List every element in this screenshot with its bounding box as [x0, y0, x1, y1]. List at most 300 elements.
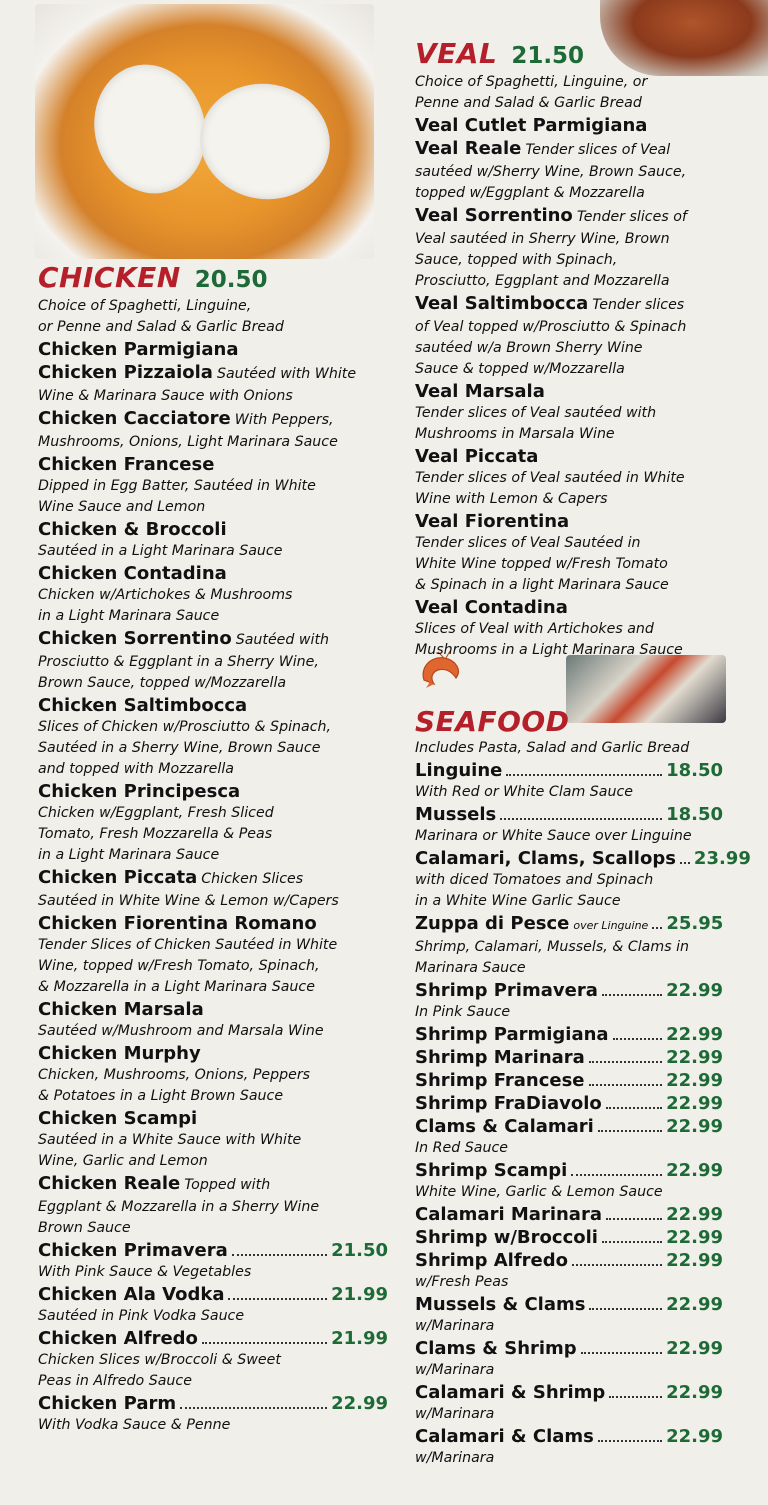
menu-item	[415, 1249, 723, 1293]
right-column	[415, 38, 760, 1469]
item-price: 18.50	[666, 804, 723, 825]
item-inline-desc: Sautéed with White	[216, 366, 357, 382]
dot-leader	[202, 1342, 327, 1344]
item-line	[415, 1249, 723, 1272]
item-description	[415, 619, 760, 661]
description-line: & Spinach in a light Marinara Sauce	[415, 577, 669, 593]
description-line: in a Light Marinara Sauce	[38, 847, 220, 863]
item-description	[415, 1448, 723, 1469]
item-description	[38, 1262, 388, 1283]
description-line: Veal sautéed in Sherry Wine, Brown	[415, 231, 670, 247]
item-description	[38, 652, 388, 694]
item-name: Veal Cutlet Parmigiana	[415, 115, 648, 136]
section-price: 20.50	[194, 267, 268, 293]
description-line: Slices of Veal with Artichokes and	[415, 621, 654, 637]
item-description	[415, 1002, 723, 1023]
description-line: & Potatoes in a Light Brown Sauce	[38, 1088, 284, 1104]
item-name: Chicken Scampi	[38, 1108, 198, 1129]
item-line	[38, 1172, 388, 1197]
item-line	[38, 562, 388, 585]
veal-section	[415, 38, 760, 661]
item-description	[38, 585, 388, 627]
description-line: With Pink Sauce & Vegetables	[38, 1264, 252, 1280]
description-line: With Vodka Sauce & Penne	[38, 1417, 231, 1433]
menu-item	[415, 1046, 723, 1069]
description-line: Wine & Marinara Sauce with Onions	[38, 388, 293, 404]
item-name: Veal Sorrentino	[415, 205, 573, 226]
menu-item	[415, 979, 723, 1023]
item-line	[415, 1293, 723, 1316]
item-description	[415, 162, 760, 204]
item-line	[415, 596, 760, 619]
description-line: Sautéed in White Wine & Lemon w/Capers	[38, 893, 339, 909]
description-line: Sauce & topped w/Mozzarella	[415, 361, 625, 377]
description-line: Mushrooms, Onions, Light Marinara Sauce	[38, 434, 338, 450]
item-description	[38, 541, 388, 562]
item-description	[38, 1197, 388, 1239]
item-name: Chicken Primavera	[38, 1240, 228, 1261]
description-line: Chicken w/Artichokes & Mushrooms	[38, 587, 293, 603]
item-line	[38, 407, 388, 432]
dot-leader	[228, 1298, 327, 1300]
description-line: Slices of Chicken w/Prosciutto & Spinach,	[38, 719, 331, 735]
item-description	[38, 1350, 388, 1392]
menu-item	[38, 407, 388, 453]
item-line	[415, 1115, 723, 1138]
menu-item	[415, 1092, 723, 1115]
description-line: Wine, topped w/Fresh Tomato, Spinach,	[38, 958, 320, 974]
item-price: 22.99	[666, 1116, 723, 1137]
item-line	[415, 1023, 723, 1046]
item-description	[415, 826, 723, 847]
item-line	[415, 204, 760, 229]
menu-item	[38, 518, 388, 562]
item-line	[415, 979, 723, 1002]
item-name: Chicken Murphy	[38, 1043, 201, 1064]
menu-item	[38, 1172, 388, 1239]
item-name: Calamari, Clams, Scallops	[415, 848, 676, 869]
description-line: Chicken, Mushrooms, Onions, Peppers	[38, 1067, 311, 1083]
item-line	[38, 780, 388, 803]
item-name: Veal Marsala	[415, 381, 545, 402]
item-line	[38, 1327, 388, 1350]
item-description	[415, 782, 723, 803]
item-name: Shrimp Parmigiana	[415, 1024, 609, 1045]
item-line	[415, 1226, 723, 1249]
item-name: Linguine	[415, 760, 503, 781]
menu-item	[415, 803, 723, 847]
item-name: Veal Reale	[415, 138, 522, 159]
dot-leader	[506, 774, 662, 776]
item-line	[38, 998, 388, 1021]
item-price: 18.50	[666, 760, 723, 781]
item-line	[415, 1203, 723, 1226]
item-description	[415, 468, 760, 510]
item-line	[38, 518, 388, 541]
dot-leader	[589, 1061, 662, 1063]
chicken-item-list	[38, 338, 388, 1436]
menu-item	[38, 1283, 388, 1327]
description-line: w/Marinara	[415, 1362, 495, 1378]
dot-leader	[589, 1084, 663, 1086]
description-line: w/Fresh Peas	[415, 1274, 509, 1290]
description-line: Sauce, topped with Spinach,	[415, 252, 618, 268]
item-description	[415, 229, 760, 292]
item-line	[415, 1425, 723, 1448]
subtitle-line: Choice of Spaghetti, Linguine,	[38, 298, 252, 314]
item-name: Shrimp Marinara	[415, 1047, 585, 1068]
item-name: Calamari Marinara	[415, 1204, 602, 1225]
description-line: Sautéed in a White Sauce with White	[38, 1132, 302, 1148]
item-line	[415, 803, 723, 826]
dot-leader	[680, 862, 690, 864]
item-price: 22.99	[666, 980, 723, 1001]
description-line: Dipped in Egg Batter, Sautéed in White	[38, 478, 316, 494]
menu-item	[415, 1425, 723, 1469]
item-inline-desc: Tender slices of	[576, 209, 687, 225]
menu-item	[38, 998, 388, 1042]
item-price: 22.99	[331, 1393, 388, 1414]
description-line: sautéed w/a Brown Sherry Wine	[415, 340, 643, 356]
dot-leader	[589, 1308, 662, 1310]
item-name: Calamari & Shrimp	[415, 1382, 606, 1403]
item-name: Chicken Francese	[38, 454, 215, 475]
item-name: Chicken Principesca	[38, 781, 241, 802]
item-line	[38, 1392, 388, 1415]
item-name: Chicken Piccata	[38, 867, 198, 888]
item-price: 22.99	[666, 1250, 723, 1271]
menu-item	[415, 847, 751, 912]
menu-item	[415, 912, 723, 979]
item-name: Shrimp w/Broccoli	[415, 1227, 598, 1248]
item-inline-desc: Chicken Slices	[201, 871, 304, 887]
description-line: In Red Sauce	[415, 1140, 509, 1156]
item-line	[415, 1381, 723, 1404]
item-line	[38, 627, 388, 652]
menu-item	[38, 453, 388, 518]
menu-item	[415, 445, 760, 510]
item-line	[38, 1239, 388, 1262]
description-line: Wine Sauce and Lemon	[38, 499, 206, 515]
description-line: Sautéed in a Sherry Wine, Brown Sauce	[38, 740, 321, 756]
menu-item	[38, 1107, 388, 1172]
section-subtitle	[415, 738, 723, 759]
item-description	[415, 937, 723, 979]
item-line	[415, 510, 760, 533]
description-line: w/Marinara	[415, 1406, 495, 1422]
description-line: Tender slices of Veal sautéed in White	[415, 470, 685, 486]
menu-item	[415, 380, 760, 445]
item-description	[415, 403, 760, 445]
dot-leader	[606, 1218, 662, 1220]
menu-item	[415, 1203, 723, 1226]
dot-leader	[572, 1264, 662, 1266]
item-name: Chicken Parm	[38, 1393, 177, 1414]
description-line: Chicken Slices w/Broccoli & Sweet	[38, 1352, 281, 1368]
item-price: 22.99	[666, 1338, 723, 1359]
description-line: Prosciutto, Eggplant and Mozzarella	[415, 273, 670, 289]
description-line: In Pink Sauce	[415, 1004, 511, 1020]
menu-item	[415, 292, 760, 380]
item-name: Chicken Fiorentina Romano	[38, 913, 317, 934]
menu-item	[415, 596, 760, 661]
item-description	[38, 803, 388, 866]
description-line: Prosciutto & Eggplant in a Sherry Wine,	[38, 654, 319, 670]
item-description	[415, 1360, 723, 1381]
seafood-item-list	[415, 759, 751, 1469]
item-description	[38, 717, 388, 780]
veal-header	[415, 38, 760, 72]
item-description	[38, 1306, 388, 1327]
item-price: 22.99	[666, 1382, 723, 1403]
item-price: 21.99	[331, 1328, 388, 1349]
description-line: Sautéed in a Light Marinara Sauce	[38, 543, 283, 559]
dot-leader	[180, 1407, 327, 1409]
item-price: 22.99	[666, 1093, 723, 1114]
description-line: Brown Sauce	[38, 1220, 131, 1236]
item-description	[415, 1138, 723, 1159]
description-line: w/Marinara	[415, 1450, 495, 1466]
item-inline-desc: Sautéed with	[235, 632, 330, 648]
item-line	[38, 453, 388, 476]
item-name: Chicken Cacciatore	[38, 408, 231, 429]
item-price: 25.95	[666, 913, 724, 934]
item-inline-desc: Tender slices	[592, 297, 685, 313]
menu-item	[38, 780, 388, 866]
item-line	[415, 445, 760, 468]
item-description	[415, 1182, 723, 1203]
item-name: Shrimp Scampi	[415, 1160, 568, 1181]
chicken-dish-photo	[35, 4, 374, 259]
item-line	[415, 292, 760, 317]
item-line	[415, 1069, 723, 1092]
description-line: with diced Tomatoes and Spinach	[415, 872, 654, 888]
description-line: w/Marinara	[415, 1318, 495, 1334]
description-line: Tender slices of Veal Sautéed in	[415, 535, 641, 551]
item-description	[38, 1021, 388, 1042]
seafood-section	[415, 705, 751, 1469]
item-price: 22.99	[666, 1024, 723, 1045]
dot-leader	[232, 1254, 327, 1256]
item-name: Veal Contadina	[415, 597, 568, 618]
menu-item	[38, 338, 388, 361]
dot-leader	[602, 1241, 662, 1243]
item-line	[415, 1159, 723, 1182]
subtitle-line: or Penne and Salad & Garlic Bread	[38, 319, 284, 335]
item-name: Shrimp FraDiavolo	[415, 1093, 602, 1114]
item-line	[38, 866, 388, 891]
item-line	[415, 1337, 723, 1360]
menu-item	[415, 137, 760, 204]
subtitle-line: Choice of Spaghetti, Linguine, or	[415, 74, 648, 90]
item-line	[38, 338, 388, 361]
dot-leader	[613, 1038, 663, 1040]
description-line: Tender Slices of Chicken Sautéed in White	[38, 937, 338, 953]
menu-item	[38, 1392, 388, 1436]
item-description	[415, 533, 760, 596]
menu-item	[415, 1069, 723, 1092]
menu-item	[38, 912, 388, 998]
item-inline-desc: With Peppers,	[234, 412, 334, 428]
dot-leader	[602, 994, 662, 996]
mozzarella-topping	[191, 74, 339, 210]
description-line: White Wine topped w/Fresh Tomato	[415, 556, 668, 572]
menu-item	[415, 1159, 723, 1203]
item-line	[38, 912, 388, 935]
description-line: Sautéed w/Mushroom and Marsala Wine	[38, 1023, 324, 1039]
item-description	[38, 432, 388, 453]
item-name: Chicken Ala Vodka	[38, 1284, 225, 1305]
description-line: Chicken w/Eggplant, Fresh Sliced	[38, 805, 274, 821]
item-line	[415, 1046, 723, 1069]
description-line: Peas in Alfredo Sauce	[38, 1373, 192, 1389]
section-title: VEAL	[415, 37, 498, 70]
description-line: Tomato, Fresh Mozzarella & Peas	[38, 826, 273, 842]
description-line: & Mozzarella in a Light Marinara Sauce	[38, 979, 315, 995]
menu-item	[38, 694, 388, 780]
menu-item	[38, 1042, 388, 1107]
description-line: Wine, Garlic and Lemon	[38, 1153, 208, 1169]
description-line: Mushrooms in Marsala Wine	[415, 426, 615, 442]
item-description	[38, 386, 388, 407]
description-line: Marinara or White Sauce over Linguine	[415, 828, 692, 844]
item-description	[38, 891, 388, 912]
item-description	[415, 870, 723, 912]
veal-item-list	[415, 114, 760, 661]
item-description	[38, 476, 388, 518]
item-name: Chicken Marsala	[38, 999, 204, 1020]
menu-item	[415, 1337, 723, 1381]
item-price: 22.99	[666, 1426, 723, 1447]
dot-leader	[598, 1130, 662, 1132]
menu-item	[415, 204, 760, 292]
description-line: topped w/Eggplant & Mozzarella	[415, 185, 645, 201]
item-name: Chicken Pizzaiola	[38, 362, 213, 383]
item-line	[38, 1042, 388, 1065]
item-name: Shrimp Francese	[415, 1070, 585, 1091]
menu-item	[415, 1115, 723, 1159]
menu-item	[38, 627, 388, 694]
item-name: Clams & Shrimp	[415, 1338, 577, 1359]
item-price: 21.50	[331, 1240, 388, 1261]
item-line	[415, 759, 723, 782]
section-subtitle	[415, 72, 760, 114]
item-price: 22.99	[666, 1204, 723, 1225]
item-description	[38, 1415, 388, 1436]
dot-leader	[606, 1107, 662, 1109]
menu-item	[38, 1239, 388, 1283]
item-name: Chicken & Broccoli	[38, 519, 227, 540]
item-price: 22.99	[666, 1294, 723, 1315]
item-name: Clams & Calamari	[415, 1116, 594, 1137]
section-price: 21.50	[511, 43, 585, 69]
dot-leader	[571, 1174, 662, 1176]
menu-item	[38, 866, 388, 912]
item-line	[38, 361, 388, 386]
description-line: With Red or White Clam Sauce	[415, 784, 634, 800]
item-line	[415, 137, 760, 162]
item-name: Chicken Saltimbocca	[38, 695, 248, 716]
item-line	[415, 847, 751, 870]
item-description	[415, 1272, 723, 1293]
item-description	[415, 1316, 723, 1337]
menu-item	[415, 114, 760, 137]
chicken-section	[38, 262, 388, 1436]
description-line: in a Light Marinara Sauce	[38, 608, 220, 624]
section-subtitle	[38, 296, 388, 338]
description-line: Mushrooms in a Light Marinara Sauce	[415, 642, 683, 658]
menu-item	[415, 1023, 723, 1046]
item-inline-desc: Tender slices of Veal	[525, 142, 671, 158]
item-name: Mussels	[415, 804, 497, 825]
description-line: Eggplant & Mozzarella in a Sherry Wine	[38, 1199, 320, 1215]
description-line: White Wine, Garlic & Lemon Sauce	[415, 1184, 663, 1200]
item-line	[415, 380, 760, 403]
item-name: Chicken Parmigiana	[38, 339, 239, 360]
dot-leader	[581, 1352, 662, 1354]
subtitle-line: Includes Pasta, Salad and Garlic Bread	[415, 740, 690, 756]
menu-item	[415, 510, 760, 596]
description-line: Tender slices of Veal sautéed with	[415, 405, 657, 421]
item-price: 22.99	[666, 1227, 723, 1248]
item-line	[415, 912, 723, 937]
item-price: 22.99	[666, 1047, 723, 1068]
dot-leader	[500, 818, 662, 820]
section-title: CHICKEN	[38, 261, 181, 294]
description-line: in a White Wine Garlic Sauce	[415, 893, 621, 909]
menu-item	[415, 1381, 723, 1425]
chicken-header	[38, 262, 388, 296]
item-inline-desc: Topped with	[184, 1177, 271, 1193]
seafood-header	[415, 706, 723, 738]
item-name: Veal Piccata	[415, 446, 539, 467]
item-name: Chicken Reale	[38, 1173, 181, 1194]
dot-leader	[609, 1396, 662, 1398]
item-name: Veal Saltimbocca	[415, 293, 589, 314]
item-description	[38, 935, 388, 998]
item-price: 22.99	[666, 1160, 723, 1181]
item-name: Chicken Sorrentino	[38, 628, 232, 649]
item-description	[38, 1065, 388, 1107]
menu-item	[415, 1226, 723, 1249]
item-description	[415, 317, 760, 380]
item-name: Veal Fiorentina	[415, 511, 570, 532]
section-title: SEAFOOD	[415, 705, 570, 738]
description-line: Shrimp, Calamari, Mussels, & Clams in	[415, 939, 690, 955]
item-name: Zuppa di Pesce	[415, 913, 570, 934]
menu-item	[38, 562, 388, 627]
item-line	[415, 114, 760, 137]
item-name: Shrimp Primavera	[415, 980, 598, 1001]
item-line	[415, 1092, 723, 1115]
item-note: over Linguine	[573, 919, 649, 932]
item-line	[38, 694, 388, 717]
item-price: 21.99	[331, 1284, 388, 1305]
item-line	[38, 1283, 388, 1306]
mozzarella-topping	[80, 52, 220, 206]
item-description	[415, 1404, 723, 1425]
item-name: Chicken Alfredo	[38, 1328, 198, 1349]
dot-leader	[652, 927, 662, 929]
item-line	[38, 1107, 388, 1130]
description-line: Marinara Sauce	[415, 960, 526, 976]
subtitle-line: Penne and Salad & Garlic Bread	[415, 95, 642, 111]
description-line: Brown Sauce, topped w/Mozzarella	[38, 675, 287, 691]
item-name: Shrimp Alfredo	[415, 1250, 568, 1271]
item-price: 23.99	[693, 848, 751, 869]
item-name: Mussels & Clams	[415, 1294, 586, 1315]
item-name: Calamari & Clams	[415, 1426, 594, 1447]
